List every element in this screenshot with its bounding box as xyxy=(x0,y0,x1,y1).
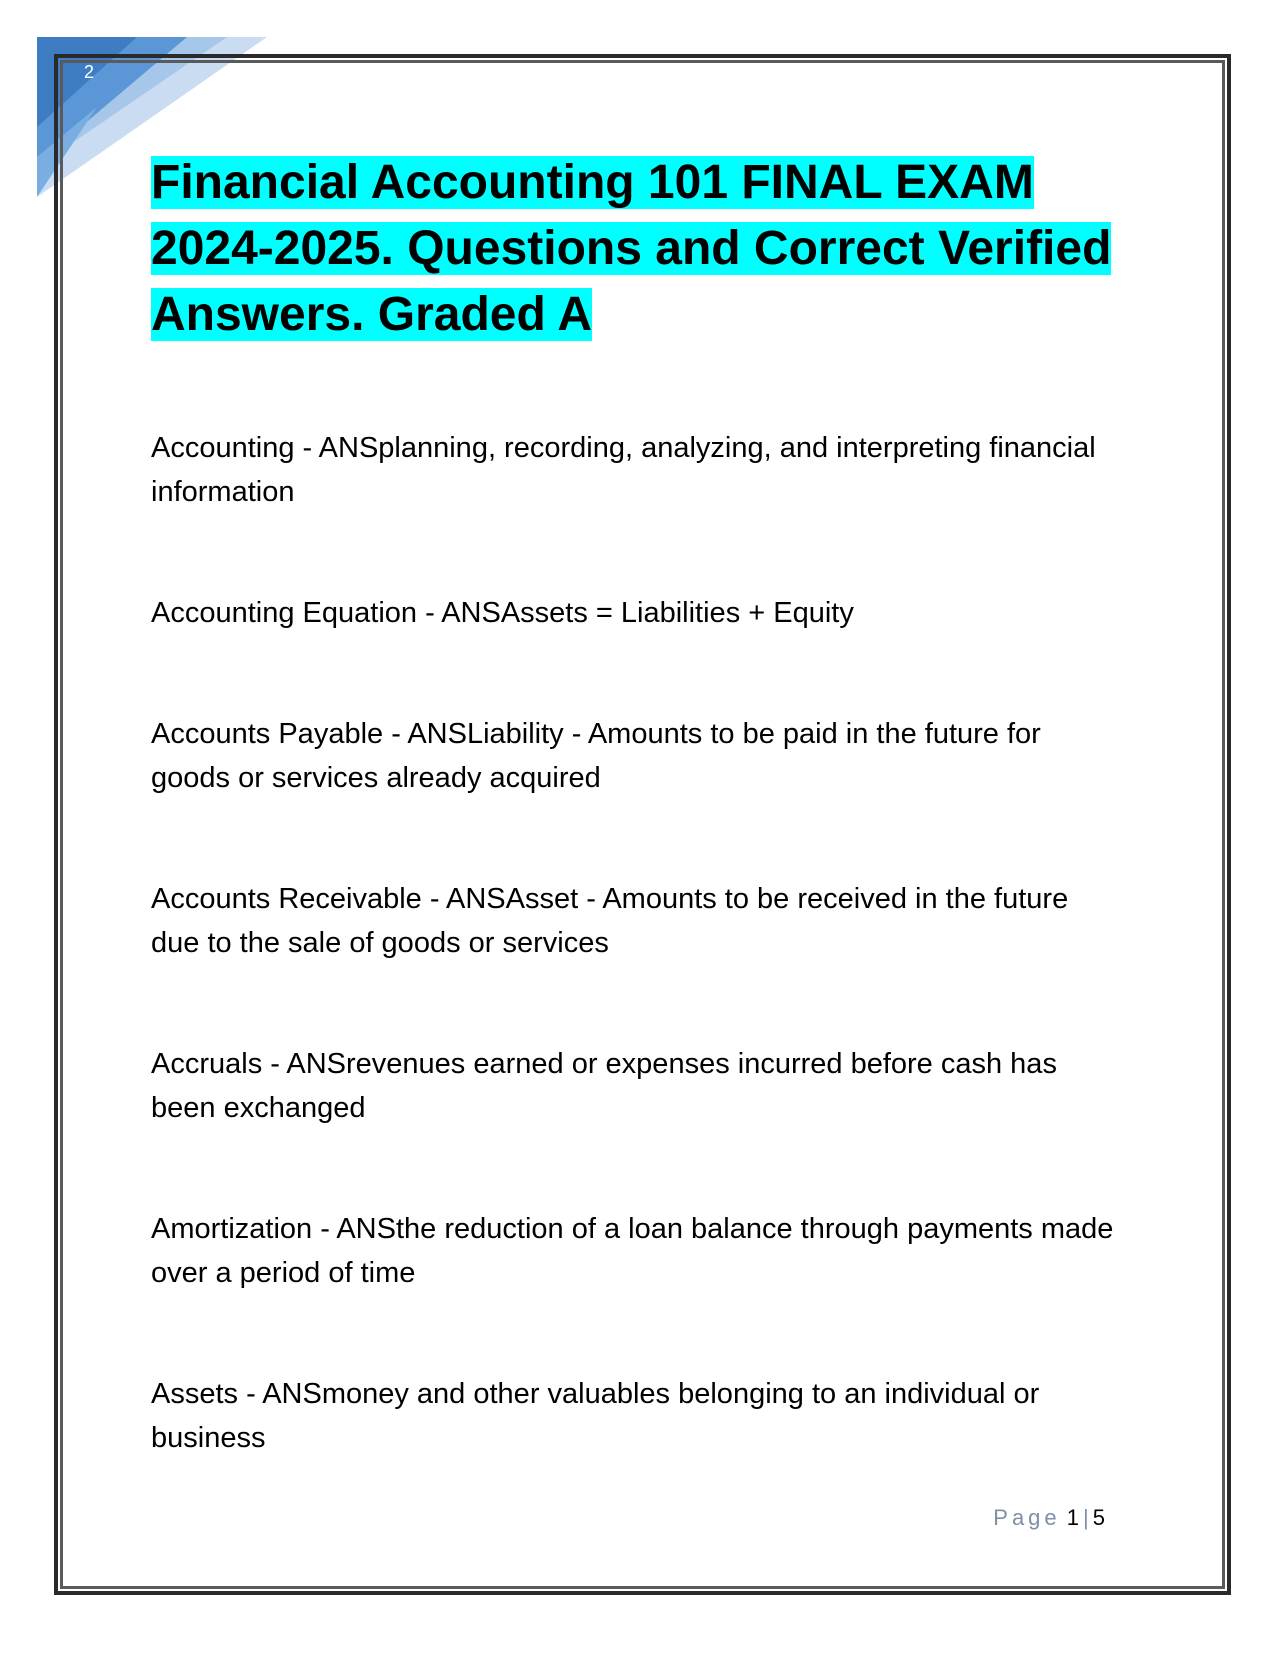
glossary-list xyxy=(151,426,1121,1537)
document-title xyxy=(151,150,1151,348)
glossary-entry: Accounts Payable - ANSLiability - Amounts to be paid in the future for goods or services already acquired xyxy=(151,718,1041,794)
page-footer xyxy=(993,1505,1105,1531)
glossary-entry: Accounting - ANSplanning, recording, analyzing, and interpreting financial information xyxy=(151,432,1096,508)
glossary-entry: Accounts Receivable - ANSAsset - Amounts to be received in the future due to the sale of goods or services xyxy=(151,883,1069,959)
footer-separator: | xyxy=(1083,1505,1089,1530)
footer-total-pages: 5 xyxy=(1092,1505,1105,1530)
corner-page-number: 2 xyxy=(84,62,95,82)
title-highlight: Financial Accounting 101 FINAL EXAM 2024-2025. Questions and Correct Verified Answers. Graded A xyxy=(151,156,1112,341)
glossary-entry: Assets - ANSmoney and other valuables belonging to an individual or business xyxy=(151,1378,1040,1454)
glossary-entry: Accounting Equation - ANSAssets = Liabilities + Equity xyxy=(151,597,854,629)
footer-current-page: 1 xyxy=(1066,1505,1080,1530)
glossary-entry: Accruals - ANSrevenues earned or expenses incurred before cash has been exchanged xyxy=(151,1048,1057,1124)
glossary-entry: Amortization - ANSthe reduction of a loan balance through payments made over a period of time xyxy=(151,1213,1114,1289)
footer-page-word: Page xyxy=(993,1505,1061,1530)
